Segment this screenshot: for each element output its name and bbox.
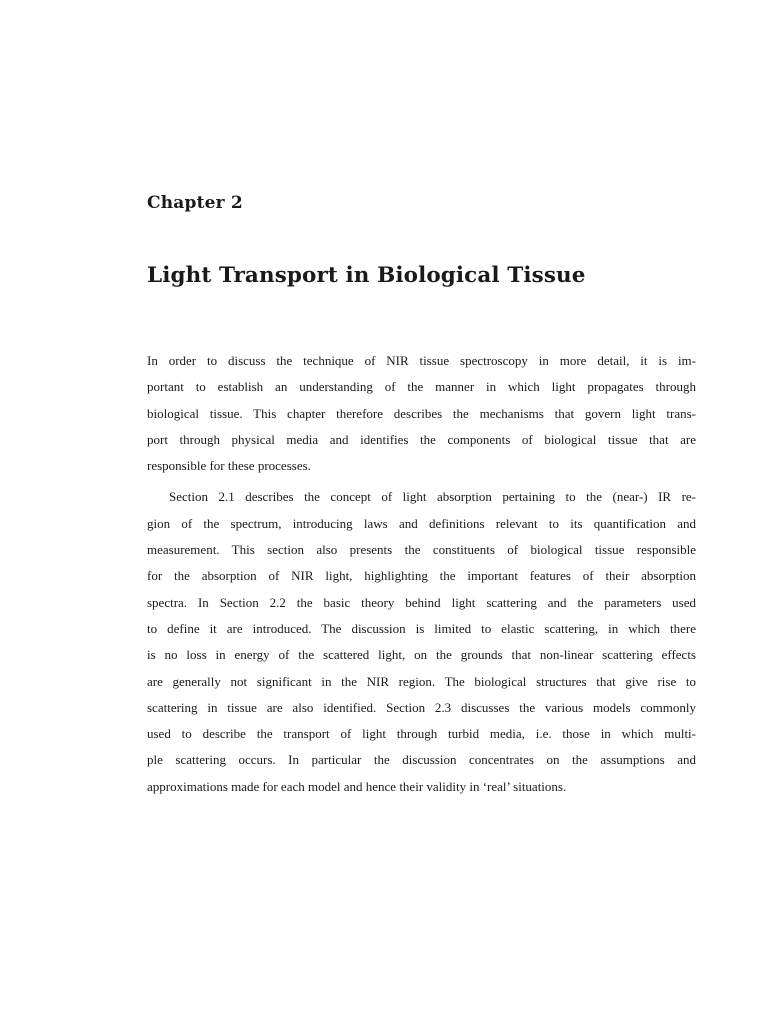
- paragraph-intro: [147, 348, 696, 479]
- text-line: used to describe the transport of light through turbid media, i.e. those in which multi-: [147, 726, 696, 742]
- text-line: approximations made for each model and hence their validity in ‘real’ situations.: [147, 778, 567, 794]
- text-line: is no loss in energy of the scattered light, on the grounds that non-linear scattering effects: [147, 647, 696, 663]
- text-line: ple scattering occurs. In particular the discussion concentrates on the assumptions and: [147, 752, 696, 768]
- text-line: scattering in tissue are also identified. Section 2.3 discusses the various models commonly: [147, 699, 696, 715]
- paragraph-overview: [147, 484, 696, 800]
- text-line: to define it are introduced. The discussion is limited to elastic scattering, in which there: [147, 620, 696, 636]
- chapter-body: [147, 348, 696, 800]
- text-line: Section 2.1 describes the concept of light absorption pertaining to the (near-) IR re-: [169, 489, 696, 505]
- text-line: are generally not significant in the NIR region. The biological structures that give rise to: [147, 673, 696, 689]
- chapter-title: Light Transport in Biological Tissue: [147, 263, 586, 288]
- text-line: for the absorption of NIR light, highlighting the important features of their absorption: [147, 568, 696, 584]
- text-line: responsible for these processes.: [147, 458, 311, 474]
- text-line: spectra. In Section 2.2 the basic theory behind light scattering and the parameters used: [147, 594, 696, 610]
- text-line: In order to discuss the technique of NIR tissue spectroscopy in more detail, it is im-: [147, 353, 696, 368]
- text-line: port through physical media and identifies the components of biological tissue that are: [147, 431, 696, 447]
- chapter-label: Chapter 2: [147, 193, 243, 213]
- text-line: measurement. This section also presents the constituents of biological tissue responsible: [147, 542, 696, 558]
- text-line: portant to establish an understanding of the manner in which light propagates through: [147, 379, 696, 395]
- text-line: gion of the spectrum, introducing laws and definitions relevant to its quantification and: [147, 515, 696, 531]
- text-line: biological tissue. This chapter therefore describes the mechanisms that govern light trans-: [147, 405, 696, 421]
